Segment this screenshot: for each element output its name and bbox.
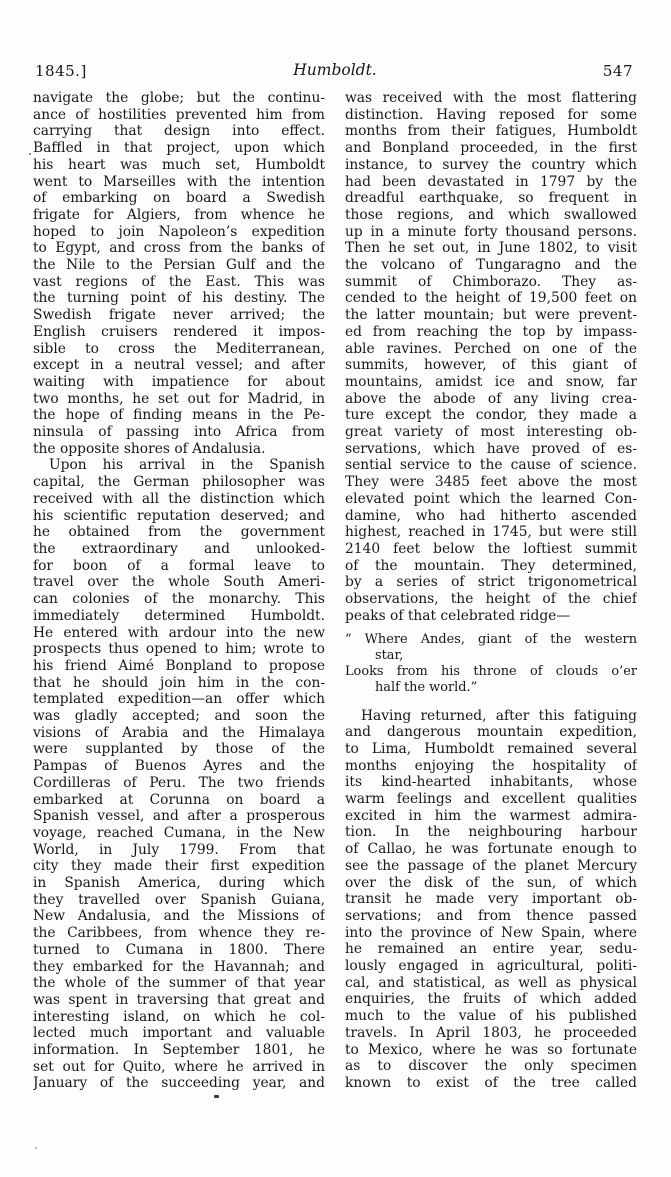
text-line: embarked at Corunna on board a [33, 791, 325, 808]
text-line: was spent in traversing that great and [33, 991, 325, 1008]
text-line: went to Marseilles with the intention [33, 173, 325, 190]
text-line: to Lima, Humboldt remained several [345, 740, 637, 757]
text-line: information. In September 1801, he [33, 1042, 325, 1059]
text-line: peaks of that celebrated ridge— [345, 607, 571, 624]
text-line: templated expedition—an offer which [33, 691, 325, 708]
text-line: servations; and from thence passed [345, 907, 637, 924]
text-line: voyage, reached Cumana, in the New [33, 824, 325, 841]
text-line: cended to the height of 19,500 feet on [345, 290, 637, 307]
text-columns [33, 90, 637, 1092]
text-line: and dangerous mountain expedition, [345, 724, 637, 741]
text-line: sible to cross the Mediterranean, [33, 340, 325, 357]
text-line: navigate the globe; but the continu- [33, 90, 325, 106]
verse-quote [345, 632, 637, 696]
text-line: and Bonpland proceeded, in the first [345, 140, 637, 157]
text-line: highest, reached in 1745, but were still [345, 524, 637, 541]
text-line: had been devastated in 1797 by the [345, 173, 637, 190]
text-line: except in a neutral vessel; and after [33, 357, 325, 374]
text-line: his friend Aimé Bonpland to propose [33, 657, 325, 674]
text-line: its kind-hearted inhabitants, whose [345, 774, 637, 791]
text-line: able ravines. Perched on one of the [345, 340, 637, 357]
text-line: he obtained from the government [33, 524, 325, 541]
text-line: They were 3485 feet above the most [345, 474, 637, 491]
text-line: lected much important and valuable [33, 1025, 325, 1042]
text-line: the turning point of his destiny. The [33, 290, 325, 307]
text-line: carrying that design into effect. [33, 123, 325, 140]
text-line: Having returned, after this fatiguing [361, 707, 637, 724]
text-line: city they made their first expedition [33, 858, 325, 875]
text-line: up in a minute forty thousand persons. [345, 223, 637, 240]
text-line: turned to Cumana in 1800. There [33, 941, 325, 958]
text-line: was received with the most flattering [345, 90, 637, 106]
text-line: English cruisers rendered it impos- [33, 323, 325, 340]
text-line: excited in him the warmest admira- [345, 807, 637, 824]
ink-speck [35, 1147, 37, 1149]
text-line: of Callao, he was fortunate enough to [345, 841, 637, 858]
text-line: known to exist of the tree called [345, 1074, 637, 1091]
text-line: was gladly accepted; and soon the [33, 708, 325, 725]
text-line: half the world.” [375, 679, 478, 695]
text-line: those regions, and which swallowed [345, 206, 637, 223]
text-line: the latter mountain; but were prevent- [345, 307, 637, 324]
text-line: sential service to the cause of science. [345, 457, 637, 474]
text-line: 2140 feet below the loftiest summit [345, 540, 637, 557]
text-line: much to the value of his published [345, 1008, 637, 1025]
text-line: star, [375, 647, 404, 663]
text-line: damine, who had hitherto ascended [345, 507, 637, 524]
text-line: He entered with ardour into the new [33, 624, 325, 641]
text-line: Looks from his throne of clouds o’er [345, 663, 637, 679]
text-line: Baffled in that project, upon which [33, 140, 325, 157]
text-line: servations, which have proved of es- [345, 440, 637, 457]
text-line: vast regions of the East. This was [33, 273, 325, 290]
text-line: Upon his arrival in the Spanish [49, 457, 325, 474]
text-line: instance, to survey the country which [345, 156, 637, 173]
text-line: his scientific reputation deserved; and [33, 507, 325, 524]
text-line: Swedish frigate never arrived; the [33, 307, 325, 324]
paragraph [345, 90, 637, 625]
text-line: months from their fatigues, Humboldt [345, 123, 637, 140]
right-column [345, 90, 637, 1092]
text-line: of embarking on board a Swedish [33, 190, 325, 207]
text-line: for boon of a formal leave to [33, 557, 325, 574]
page-number: 547 [602, 62, 633, 80]
text-line: set out for Quito, where he arrived in [33, 1058, 325, 1075]
text-line: warm feelings and excellent qualities [345, 791, 637, 808]
text-line: to Egypt, and cross from the banks of [33, 240, 325, 257]
text-line: prospects thus opened to him; wrote to [33, 641, 325, 658]
text-line: World, in July 1799. From that [33, 841, 325, 858]
text-line: New Andalusia, and the Missions of [33, 908, 325, 925]
text-line: months enjoying the hospitality of [345, 757, 637, 774]
text-line: distinction. Having reposed for some [345, 106, 637, 123]
text-line: immediately determined Humboldt. [33, 607, 325, 624]
text-line: Then he set out, in June 1802, to visit [345, 240, 637, 257]
text-line: ture except the condor, they made a [345, 407, 637, 424]
page-header [33, 61, 637, 82]
text-line: travel over the whole South Ameri- [33, 574, 325, 591]
text-line: into the province of New Spain, where [345, 924, 637, 941]
text-line: the hope of finding means in the Pe- [33, 407, 325, 424]
text-line: can colonies of the monarchy. This [33, 591, 325, 608]
text-line: received with all the distinction which [33, 490, 325, 507]
text-line: as to discover the only specimen [345, 1058, 637, 1075]
header-year: 1845.] [35, 62, 87, 80]
text-line: they travelled over Spanish Guiana, [33, 891, 325, 908]
text-line: capital, the German philosopher was [33, 474, 325, 491]
text-line: by a series of strict trigonometrical [345, 574, 637, 591]
text-line: they embarked for the Havannah; and [33, 958, 325, 975]
text-line: see the passage of the planet Mercury [345, 857, 637, 874]
text-line: mountains, amidst ice and snow, far [345, 373, 637, 390]
text-line: two months, he set out for Madrid, in [33, 390, 325, 407]
text-line: were supplanted by those of the [33, 741, 325, 758]
running-title: Humboldt. [293, 61, 377, 79]
text-line: “ Where Andes, giant of the western [345, 631, 637, 647]
text-line: elevated point which the learned Con- [345, 490, 637, 507]
text-line: summit of Chimborazo. They as- [345, 273, 637, 290]
text-line: over the disk of the sun, of which [345, 874, 637, 891]
text-line: Spanish vessel, and after a prosperous [33, 808, 325, 825]
text-line: the volcano of Tungaragno and the [345, 257, 637, 274]
text-line: cal, and statistical, as well as physical [345, 974, 637, 991]
text-line: travels. In April 1803, he proceeded [345, 1024, 637, 1041]
text-line: frigate for Algiers, from whence he [33, 206, 325, 223]
text-line: that he should join him in the con- [33, 674, 325, 691]
text-line: transit he made very important ob- [345, 891, 637, 908]
text-line: lously engaged in agricultural, politi- [345, 958, 637, 975]
text-line: in Spanish America, during which [33, 875, 325, 892]
text-line: the opposite shores of Andalusia. [33, 440, 266, 457]
text-line: the Nile to the Persian Gulf and the [33, 257, 325, 274]
text-line: visions of Arabia and the Himalaya [33, 724, 325, 741]
text-line: tion. In the neighbouring harbour [345, 824, 637, 841]
text-line: enquiries, the fruits of which added [345, 991, 637, 1008]
paragraph [33, 457, 325, 1092]
text-line: hoped to join Napoleon’s expedition [33, 223, 325, 240]
text-line: his heart was much set, Humboldt [33, 156, 325, 173]
paragraph [345, 708, 637, 1092]
text-line: great variety of most interesting ob- [345, 424, 637, 441]
text-line: he remained an entire year, sedu- [345, 941, 637, 958]
text-line: to Mexico, where he was so fortunate [345, 1041, 637, 1058]
text-line: dreadful earthquake, so frequent in [345, 190, 637, 207]
text-line: Cordilleras of Peru. The two friends [33, 774, 325, 791]
text-line: Pampas of Buenos Ayres and the [33, 758, 325, 775]
text-line: of the mountain. They determined, [345, 557, 637, 574]
left-column [33, 90, 325, 1092]
text-line: interesting island, on which he col- [33, 1008, 325, 1025]
ink-speck [214, 1095, 219, 1098]
text-line: January of the succeeding year, and [33, 1075, 325, 1092]
text-line: the Caribbees, from whence they re- [33, 925, 325, 942]
ink-speck [29, 153, 31, 155]
text-line: summits, however, of this giant of [345, 357, 637, 374]
text-line: waiting with impatience for about [33, 373, 325, 390]
paragraph [33, 90, 325, 457]
text-line: observations, the height of the chief [345, 591, 637, 608]
text-line: the extraordinary and unlooked- [33, 540, 325, 557]
text-line: ninsula of passing into Africa from [33, 424, 325, 441]
text-line: ance of hostilities prevented him from [33, 106, 325, 123]
text-line: ed from reaching the top by impass- [345, 323, 637, 340]
text-line: the whole of the summer of that year [33, 975, 325, 992]
text-line: above the abode of any living crea- [345, 390, 637, 407]
